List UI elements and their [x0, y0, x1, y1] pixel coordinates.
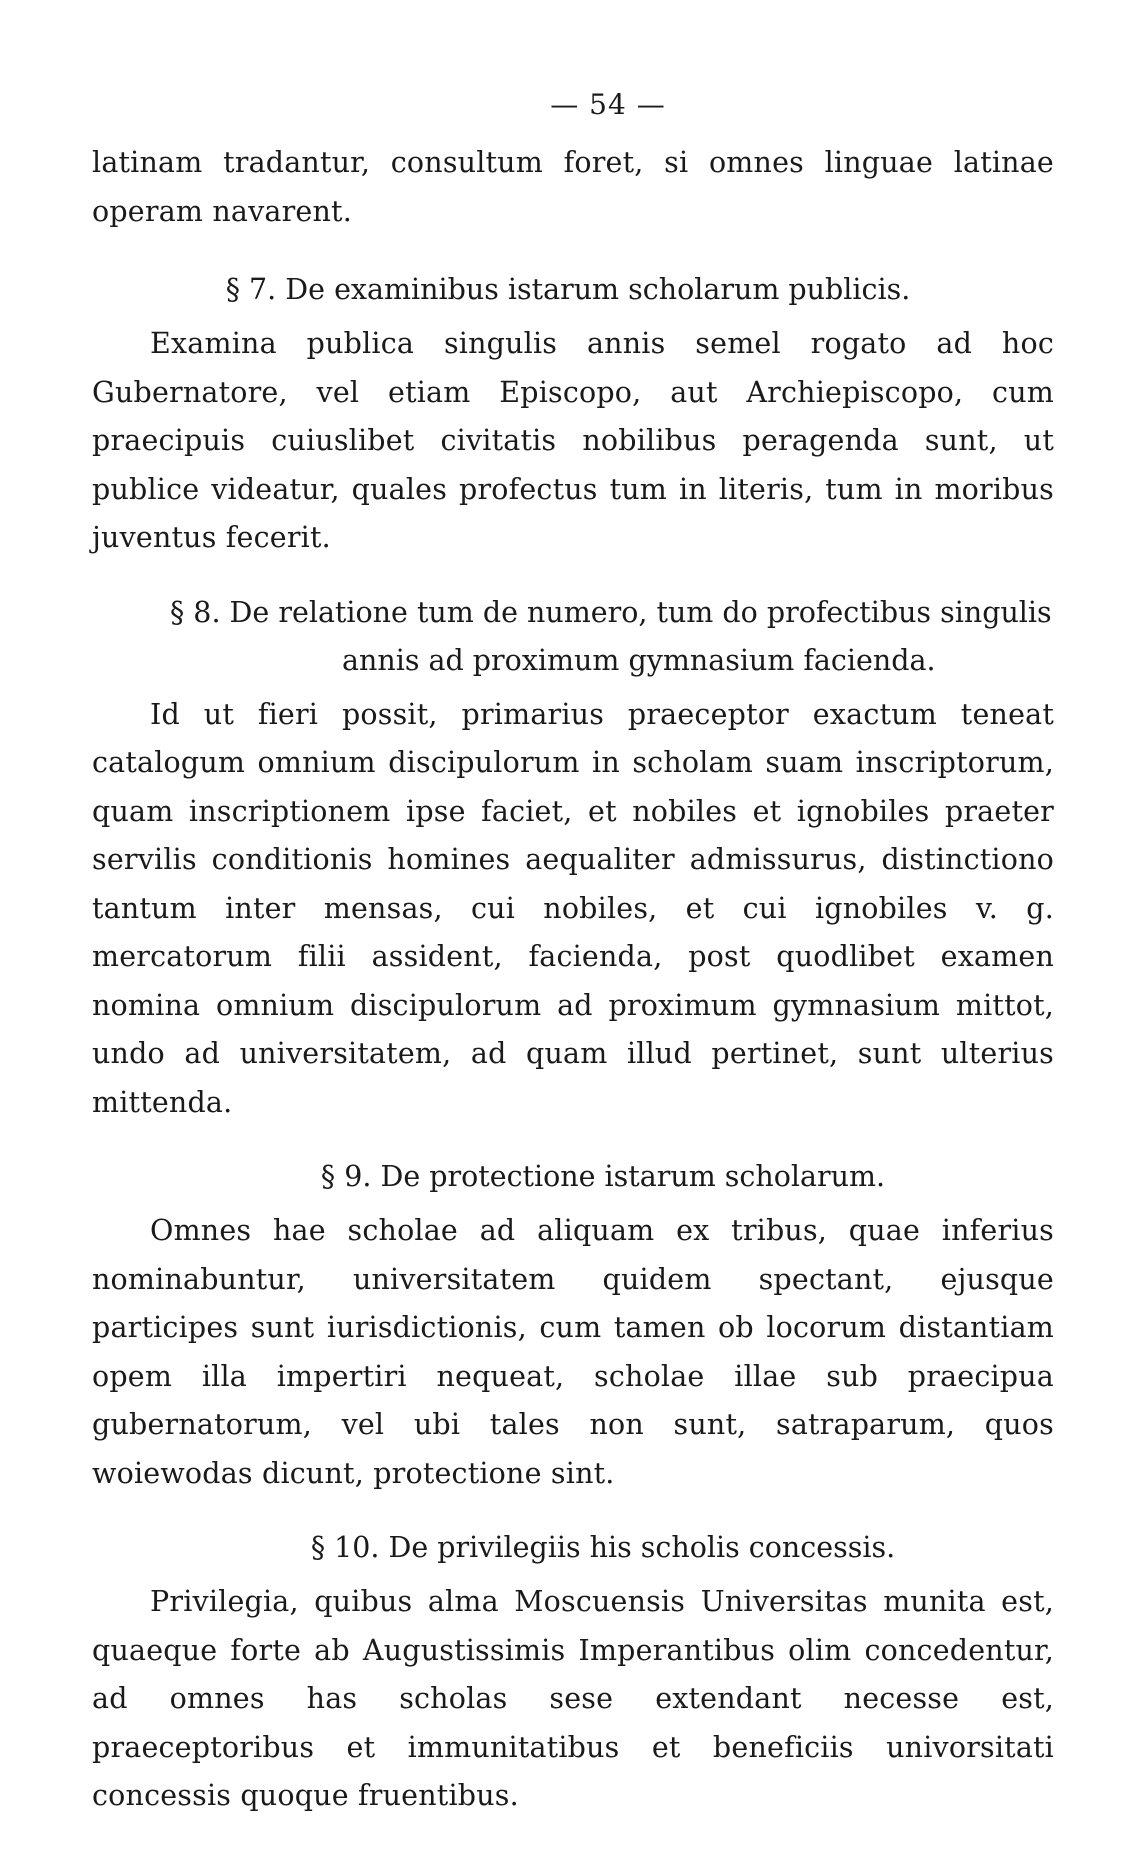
section-8-heading: § 8. De relatione tum de numero, tum do profectibus singulis annis ad proximum gymnasium facienda. [170, 595, 1052, 677]
section-9-body: Omnes hae scholae ad aliquam ex tribus, quae inferius nominabuntur, universitatem quidem spectant, ejusque participes sunt iurisdictionis, cum tamen ob locorum distantiam opem illa impertiri nequeat, scholae illae sub praecipua gubernatorum, vel ubi tales non sunt, satraparum, quos woiewodas dicunt, protectione sint. [92, 1214, 1054, 1490]
book-page [92, 88, 1054, 1821]
section-8-body: Id ut fieri possit, primarius praeceptor exactum teneat catalogum omnium discipulorum in scholam suam inscriptorum, quam inscriptionem ipse faciet, et nobiles et ignobiles praeter servilis conditionis homines aequaliter admissurus, distinctiono tantum inter mensas, cui nobiles, et cui ignobiles v. g. mercatorum filii assident, facienda, post quodlibet examen nomina omnium discipulorum ad proximum gymnasium mittot, undo ad universitatem, ad quam illud pertinet, sunt ulterius mittenda. [92, 697, 1054, 1119]
section-10-heading: § 10. De privilegiis his scholis concessis. [310, 1531, 896, 1564]
section-7-heading: § 7. De examinibus istarum scholarum publicis. [225, 273, 911, 306]
section-9-heading: § 9. De protectione istarum scholarum. [320, 1160, 886, 1193]
continuation-paragraph: latinam tradantur, consultum foret, si omnes linguae latinae operam navarent. [92, 146, 1054, 228]
page-number: — 54 — [550, 88, 666, 121]
section-10-body: Privilegia, quibus alma Moscuensis Universitas munita est, quaeque forte ab Augustissimis Imperantibus olim concedentur, ad omnes has scholas sese extendant necesse est, praeceptoribus et immunitatibus et beneficiis univorsitati concessis quoque fruentibus. [92, 1585, 1054, 1812]
section-7-body: Examina publica singulis annis semel rogato ad hoc Gubernatore, vel etiam Episcopo, aut Archiepiscopo, cum praecipuis cuiuslibet civitatis nobilibus peragenda sunt, ut publice videatur, quales profectus tum in literis, tum in moribus juventus fecerit. [92, 327, 1054, 554]
